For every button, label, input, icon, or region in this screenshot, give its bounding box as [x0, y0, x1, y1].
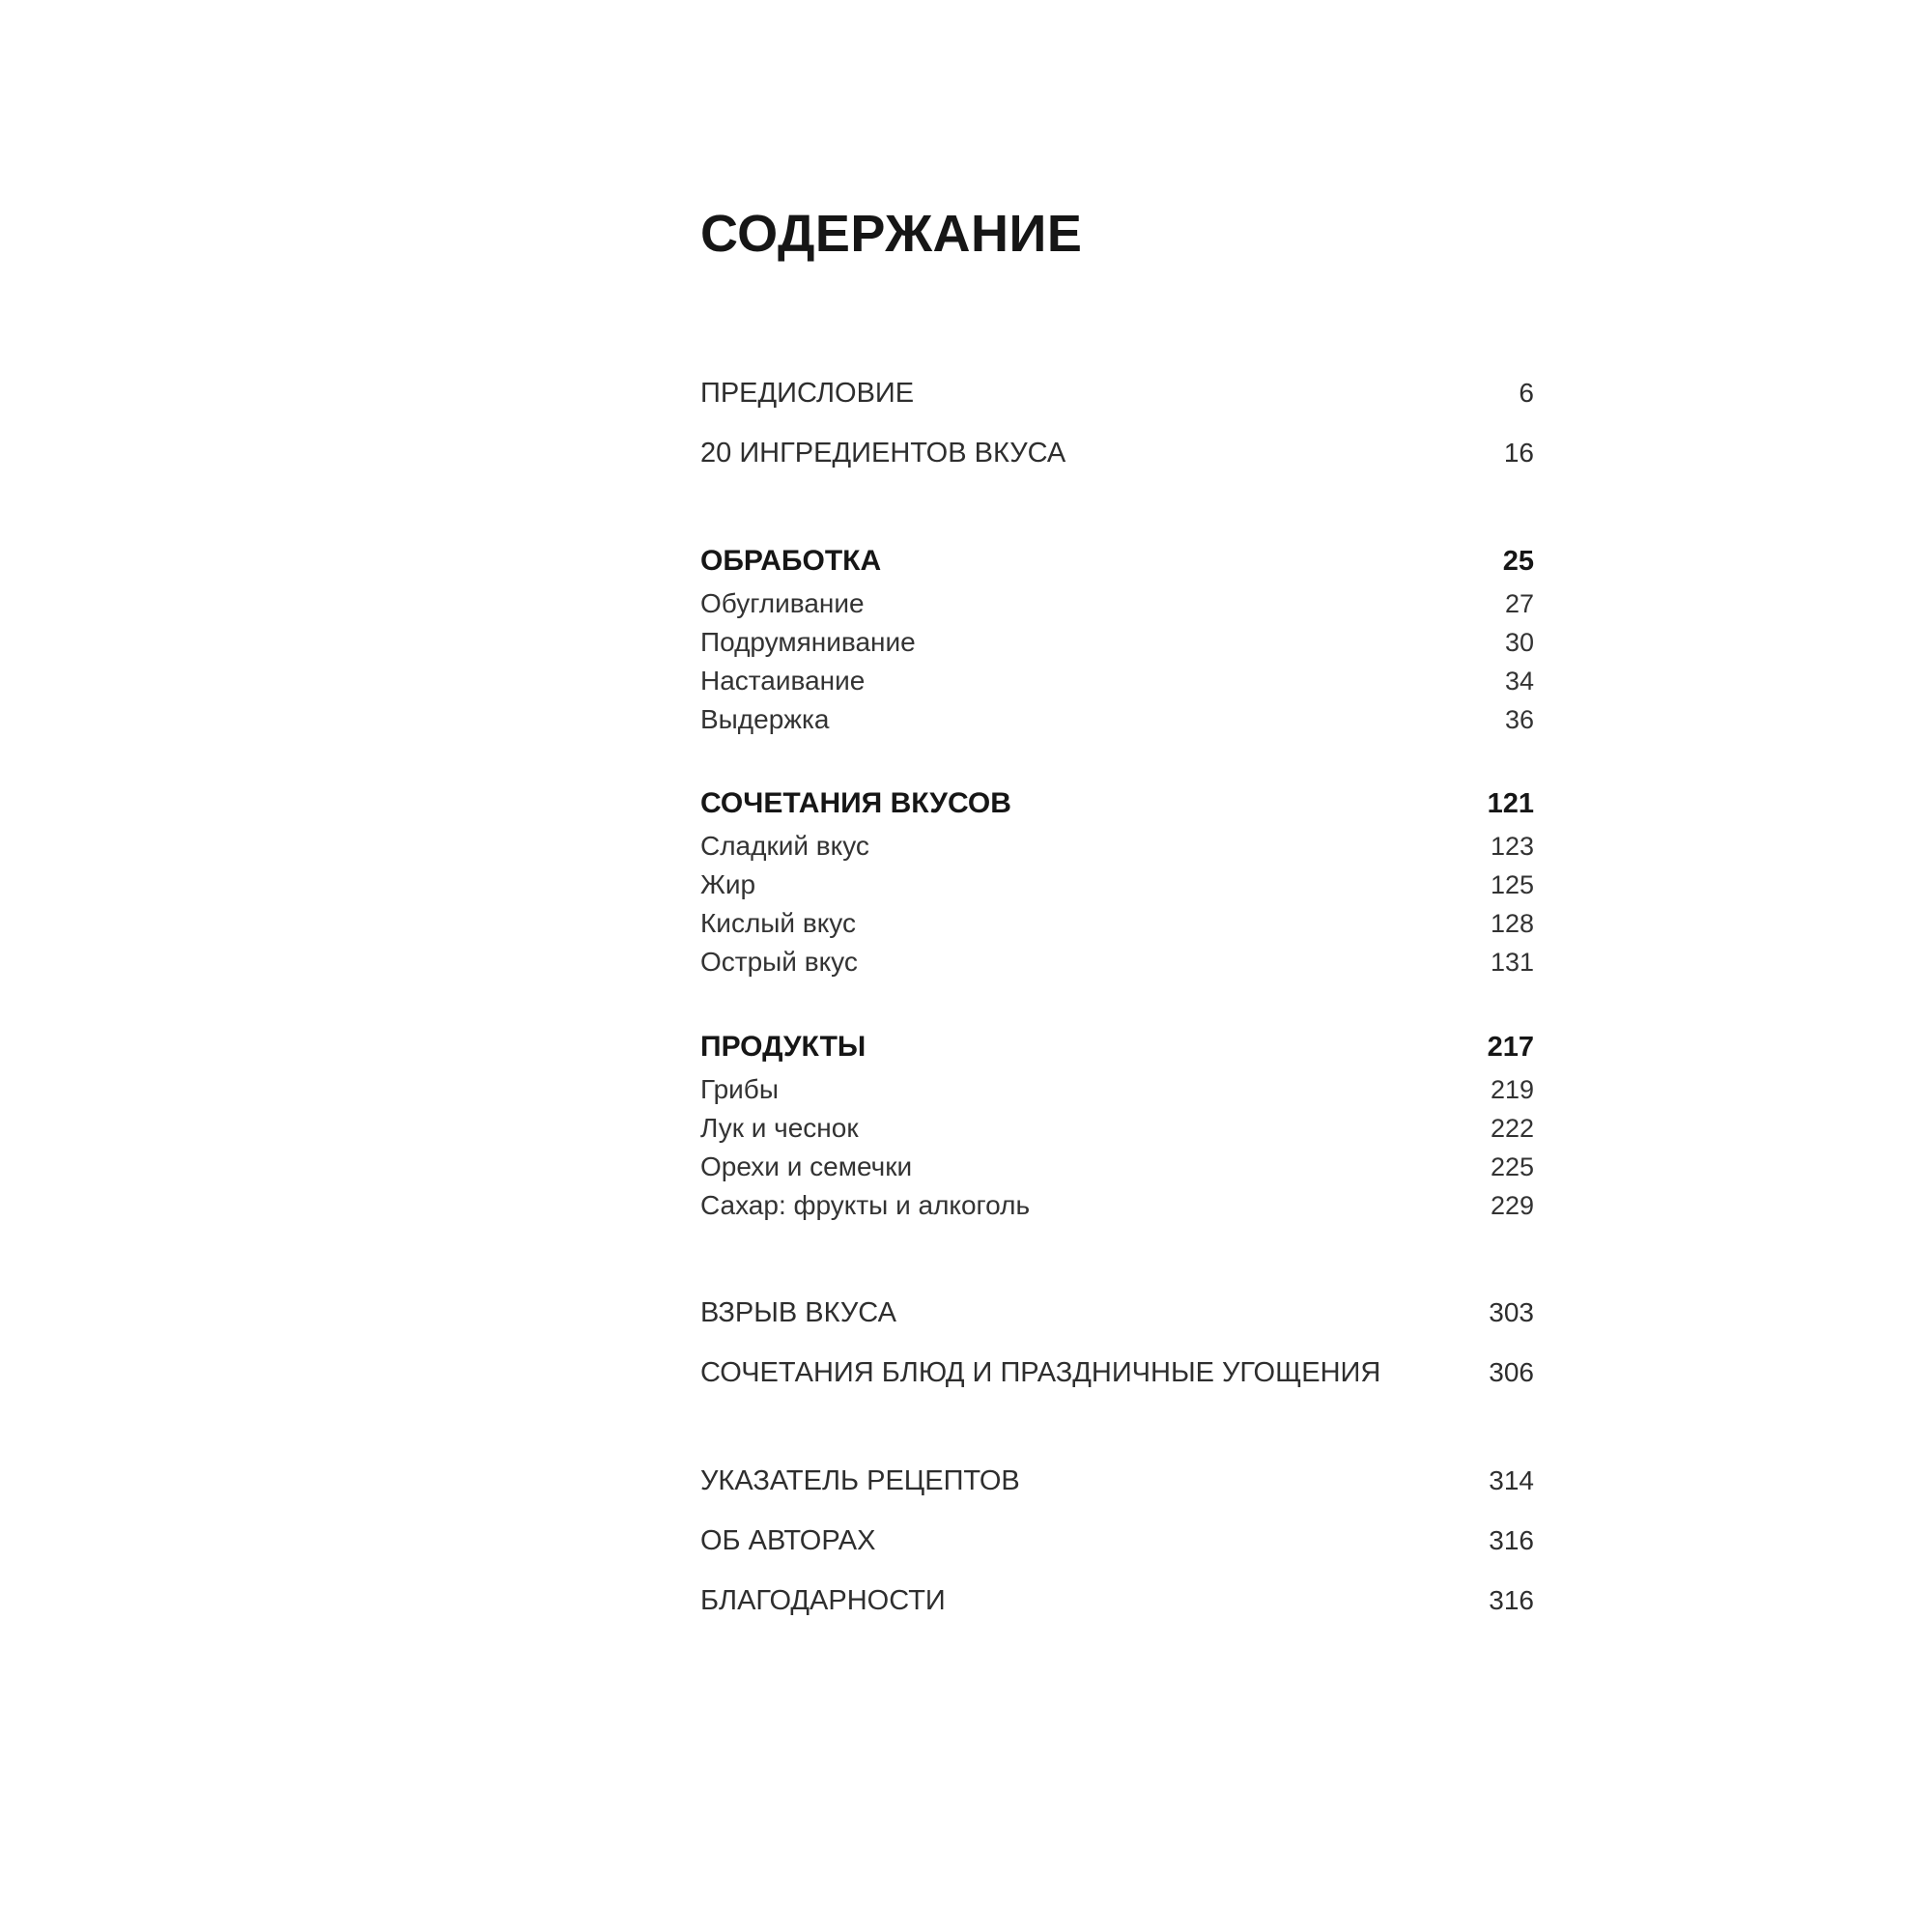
contents-column: [700, 0, 1534, 1631]
toc-entry-label: ОБ АВТОРАХ: [700, 1525, 876, 1556]
toc-entry-page-number: 30: [1504, 628, 1534, 657]
toc-entry-page-number: 6: [1519, 378, 1534, 408]
toc-entry: [700, 584, 1534, 623]
toc-entry-page-number: 222: [1490, 1114, 1534, 1143]
toc-entry-page-number: 16: [1503, 438, 1534, 468]
toc-entry: [700, 538, 1534, 584]
toc-entry-label: СОЧЕТАНИЯ ВКУСОВ: [700, 787, 1011, 819]
toc-entry-page-number: 217: [1487, 1032, 1534, 1063]
toc-entry: [700, 623, 1534, 662]
toc-entry-label: Сахар: фрукты и алкоголь: [700, 1190, 1031, 1220]
toc-entry-page-number: 25: [1502, 546, 1534, 577]
toc-entry-label: ПРЕДИСЛОВИЕ: [700, 378, 915, 409]
toc-entry-page-number: 131: [1490, 948, 1534, 977]
toc-entry: [700, 662, 1534, 700]
toc-entry: [700, 943, 1534, 981]
toc-entry-label: Обугливание: [700, 588, 865, 618]
toc-entry-page-number: 316: [1489, 1525, 1534, 1555]
toc-entry: [700, 423, 1534, 483]
toc-entry-label: Жир: [700, 869, 756, 899]
toc-entry-label: ОБРАБОТКА: [700, 545, 882, 577]
toc-entry: [700, 700, 1534, 739]
toc-entry-label: Настаивание: [700, 666, 866, 696]
toc-entry-page-number: 316: [1489, 1585, 1534, 1615]
toc-entry-page-number: 123: [1490, 832, 1534, 861]
toc-entry: [700, 781, 1534, 827]
toc-entry-page-number: 121: [1487, 788, 1534, 819]
toc-entry-label: ПРОДУКТЫ: [700, 1031, 867, 1063]
toc-entry-page-number: 125: [1490, 870, 1534, 899]
toc-entry-label: СОЧЕТАНИЯ БЛЮД И ПРАЗДНИЧНЫЕ УГОЩЕНИЯ: [700, 1357, 1381, 1388]
toc-entry-page-number: 225: [1490, 1152, 1534, 1181]
toc-entry-page-number: 314: [1489, 1465, 1534, 1495]
toc-group-back-matter: [700, 1451, 1534, 1631]
toc-entry-label: БЛАГОДАРНОСТИ: [700, 1585, 946, 1616]
toc-entry-label: Лук и чеснок: [700, 1113, 859, 1143]
toc-group-pairings: [700, 781, 1534, 981]
toc-entry: [700, 827, 1534, 866]
page-title: СОДЕРЖАНИЕ: [700, 205, 1083, 263]
toc-entry: [700, 363, 1534, 423]
toc-entry-page-number: 34: [1504, 667, 1534, 696]
toc-entry: [700, 1024, 1534, 1070]
toc-entry-label: Сладкий вкус: [700, 831, 869, 861]
toc-entry: [700, 1109, 1534, 1148]
toc-entry-page-number: 219: [1490, 1075, 1534, 1104]
toc-entry: [700, 1148, 1534, 1186]
toc-entry-label: Кислый вкус: [700, 908, 856, 938]
toc-group-finale: [700, 1283, 1534, 1403]
toc-entry-label: Острый вкус: [700, 947, 858, 977]
toc-entry-label: Орехи и семечки: [700, 1151, 913, 1181]
toc-entry: [700, 1343, 1534, 1403]
toc-entry-label: ВЗРЫВ ВКУСА: [700, 1297, 896, 1328]
toc-entry: [700, 904, 1534, 943]
toc-entry-page-number: 27: [1504, 589, 1534, 618]
toc-entry-page-number: 36: [1504, 705, 1534, 734]
toc-group-products: [700, 1024, 1534, 1225]
toc-entry-page-number: 128: [1490, 909, 1534, 938]
toc-entry: [700, 1186, 1534, 1225]
toc-entry: [700, 1283, 1534, 1343]
toc-entry: [700, 866, 1534, 904]
toc-entry: [700, 1571, 1534, 1631]
toc-entry-label: Грибы: [700, 1074, 779, 1104]
toc-entry: [700, 1070, 1534, 1109]
toc-group-front-matter: [700, 363, 1534, 483]
toc-entry-label: 20 ИНГРЕДИЕНТОВ ВКУСА: [700, 438, 1066, 469]
toc-entry-label: УКАЗАТЕЛЬ РЕЦЕПТОВ: [700, 1465, 1020, 1496]
toc-entry-page-number: 229: [1490, 1191, 1534, 1220]
table-of-contents: [700, 363, 1534, 1631]
toc-entry-label: Выдержка: [700, 704, 830, 734]
toc-entry: [700, 1451, 1534, 1511]
toc-group-processing: [700, 538, 1534, 739]
toc-entry-page-number: 303: [1489, 1297, 1534, 1327]
toc-entry: [700, 1511, 1534, 1571]
toc-entry-page-number: 306: [1489, 1357, 1534, 1387]
toc-entry-label: Подрумянивание: [700, 627, 916, 657]
